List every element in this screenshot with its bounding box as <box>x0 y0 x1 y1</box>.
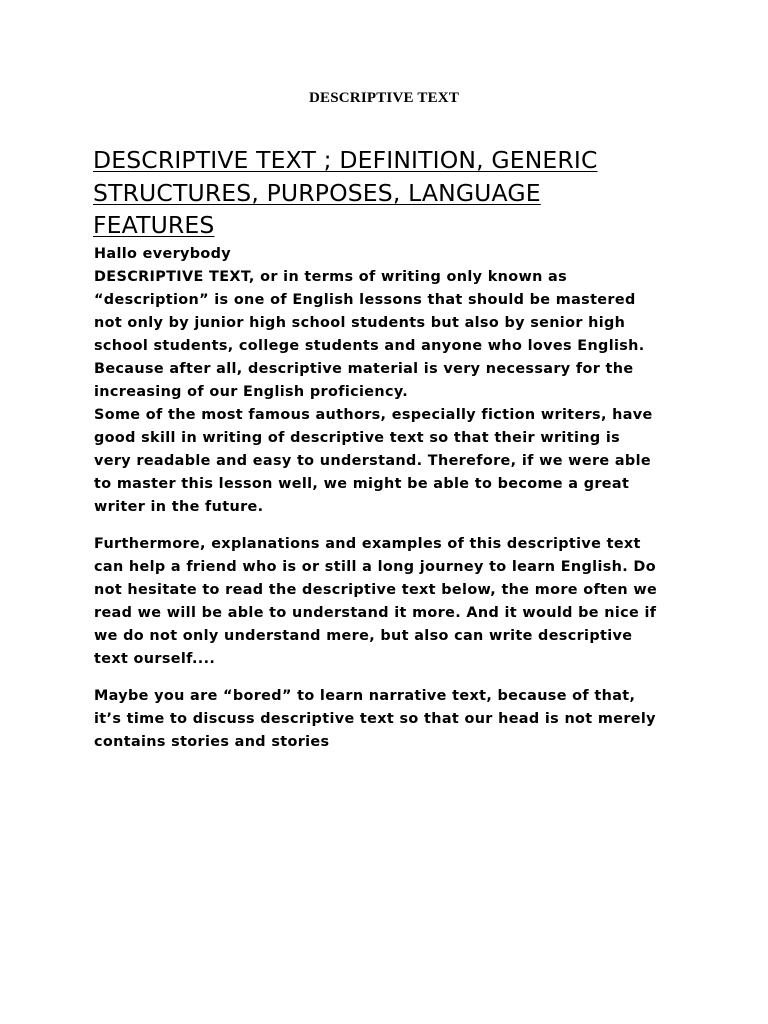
heading-line: FEATURES <box>93 211 215 239</box>
text-line: very readable and easy to understand. Therefore, if we were able <box>94 453 651 469</box>
article-heading <box>93 144 713 242</box>
text-line: it’s time to discuss descriptive text so that our head is not merely <box>94 711 656 727</box>
authors-paragraph <box>94 404 694 519</box>
greeting-paragraph <box>94 243 694 266</box>
definition-paragraph <box>94 266 694 404</box>
text-line: read we will be able to understand it more. And it would be nice if <box>94 605 657 621</box>
text-line: good skill in writing of descriptive text so that their writing is <box>94 430 621 446</box>
narrative-paragraph <box>94 685 694 754</box>
text-line: not only by junior high school students but also by senior high <box>94 315 626 331</box>
text-line: text ourself.... <box>94 651 216 667</box>
heading-line: STRUCTURES, PURPOSES, LANGUAGE <box>93 178 541 207</box>
text-line: Because after all, descriptive material is very necessary for the <box>94 361 634 377</box>
text-line: Hallo everybody <box>94 246 232 262</box>
text-line: increasing of our English proficiency. <box>94 384 409 400</box>
text-line: not hesitate to read the descriptive text below, the more often we <box>94 582 658 598</box>
heading-line: DESCRIPTIVE TEXT ; DEFINITION, GENERIC <box>93 146 598 174</box>
text-line: “description” is one of English lessons that should be mastered <box>94 292 636 308</box>
explanations-paragraph <box>94 533 694 671</box>
text-line: to master this lesson well, we might be able to become a great <box>94 476 630 492</box>
text-line: school students, college students and anyone who loves English. <box>94 338 645 354</box>
page-title: DESCRIPTIVE TEXT <box>308 90 460 106</box>
text-line: Furthermore, explanations and examples of this descriptive text <box>94 536 641 552</box>
text-line: writer in the future. <box>94 499 264 515</box>
text-line: Some of the most famous authors, especially fiction writers, have <box>94 407 653 423</box>
text-line: Maybe you are “bored” to learn narrative text, because of that, <box>94 688 636 704</box>
text-line: DESCRIPTIVE TEXT, or in terms of writing only known as <box>94 269 568 285</box>
text-line: contains stories and stories <box>94 734 330 750</box>
text-line: can help a friend who is or still a long journey to learn English. Do <box>94 559 656 575</box>
text-line: we do not only understand mere, but also can write descriptive <box>94 628 633 644</box>
article-body <box>94 243 694 754</box>
